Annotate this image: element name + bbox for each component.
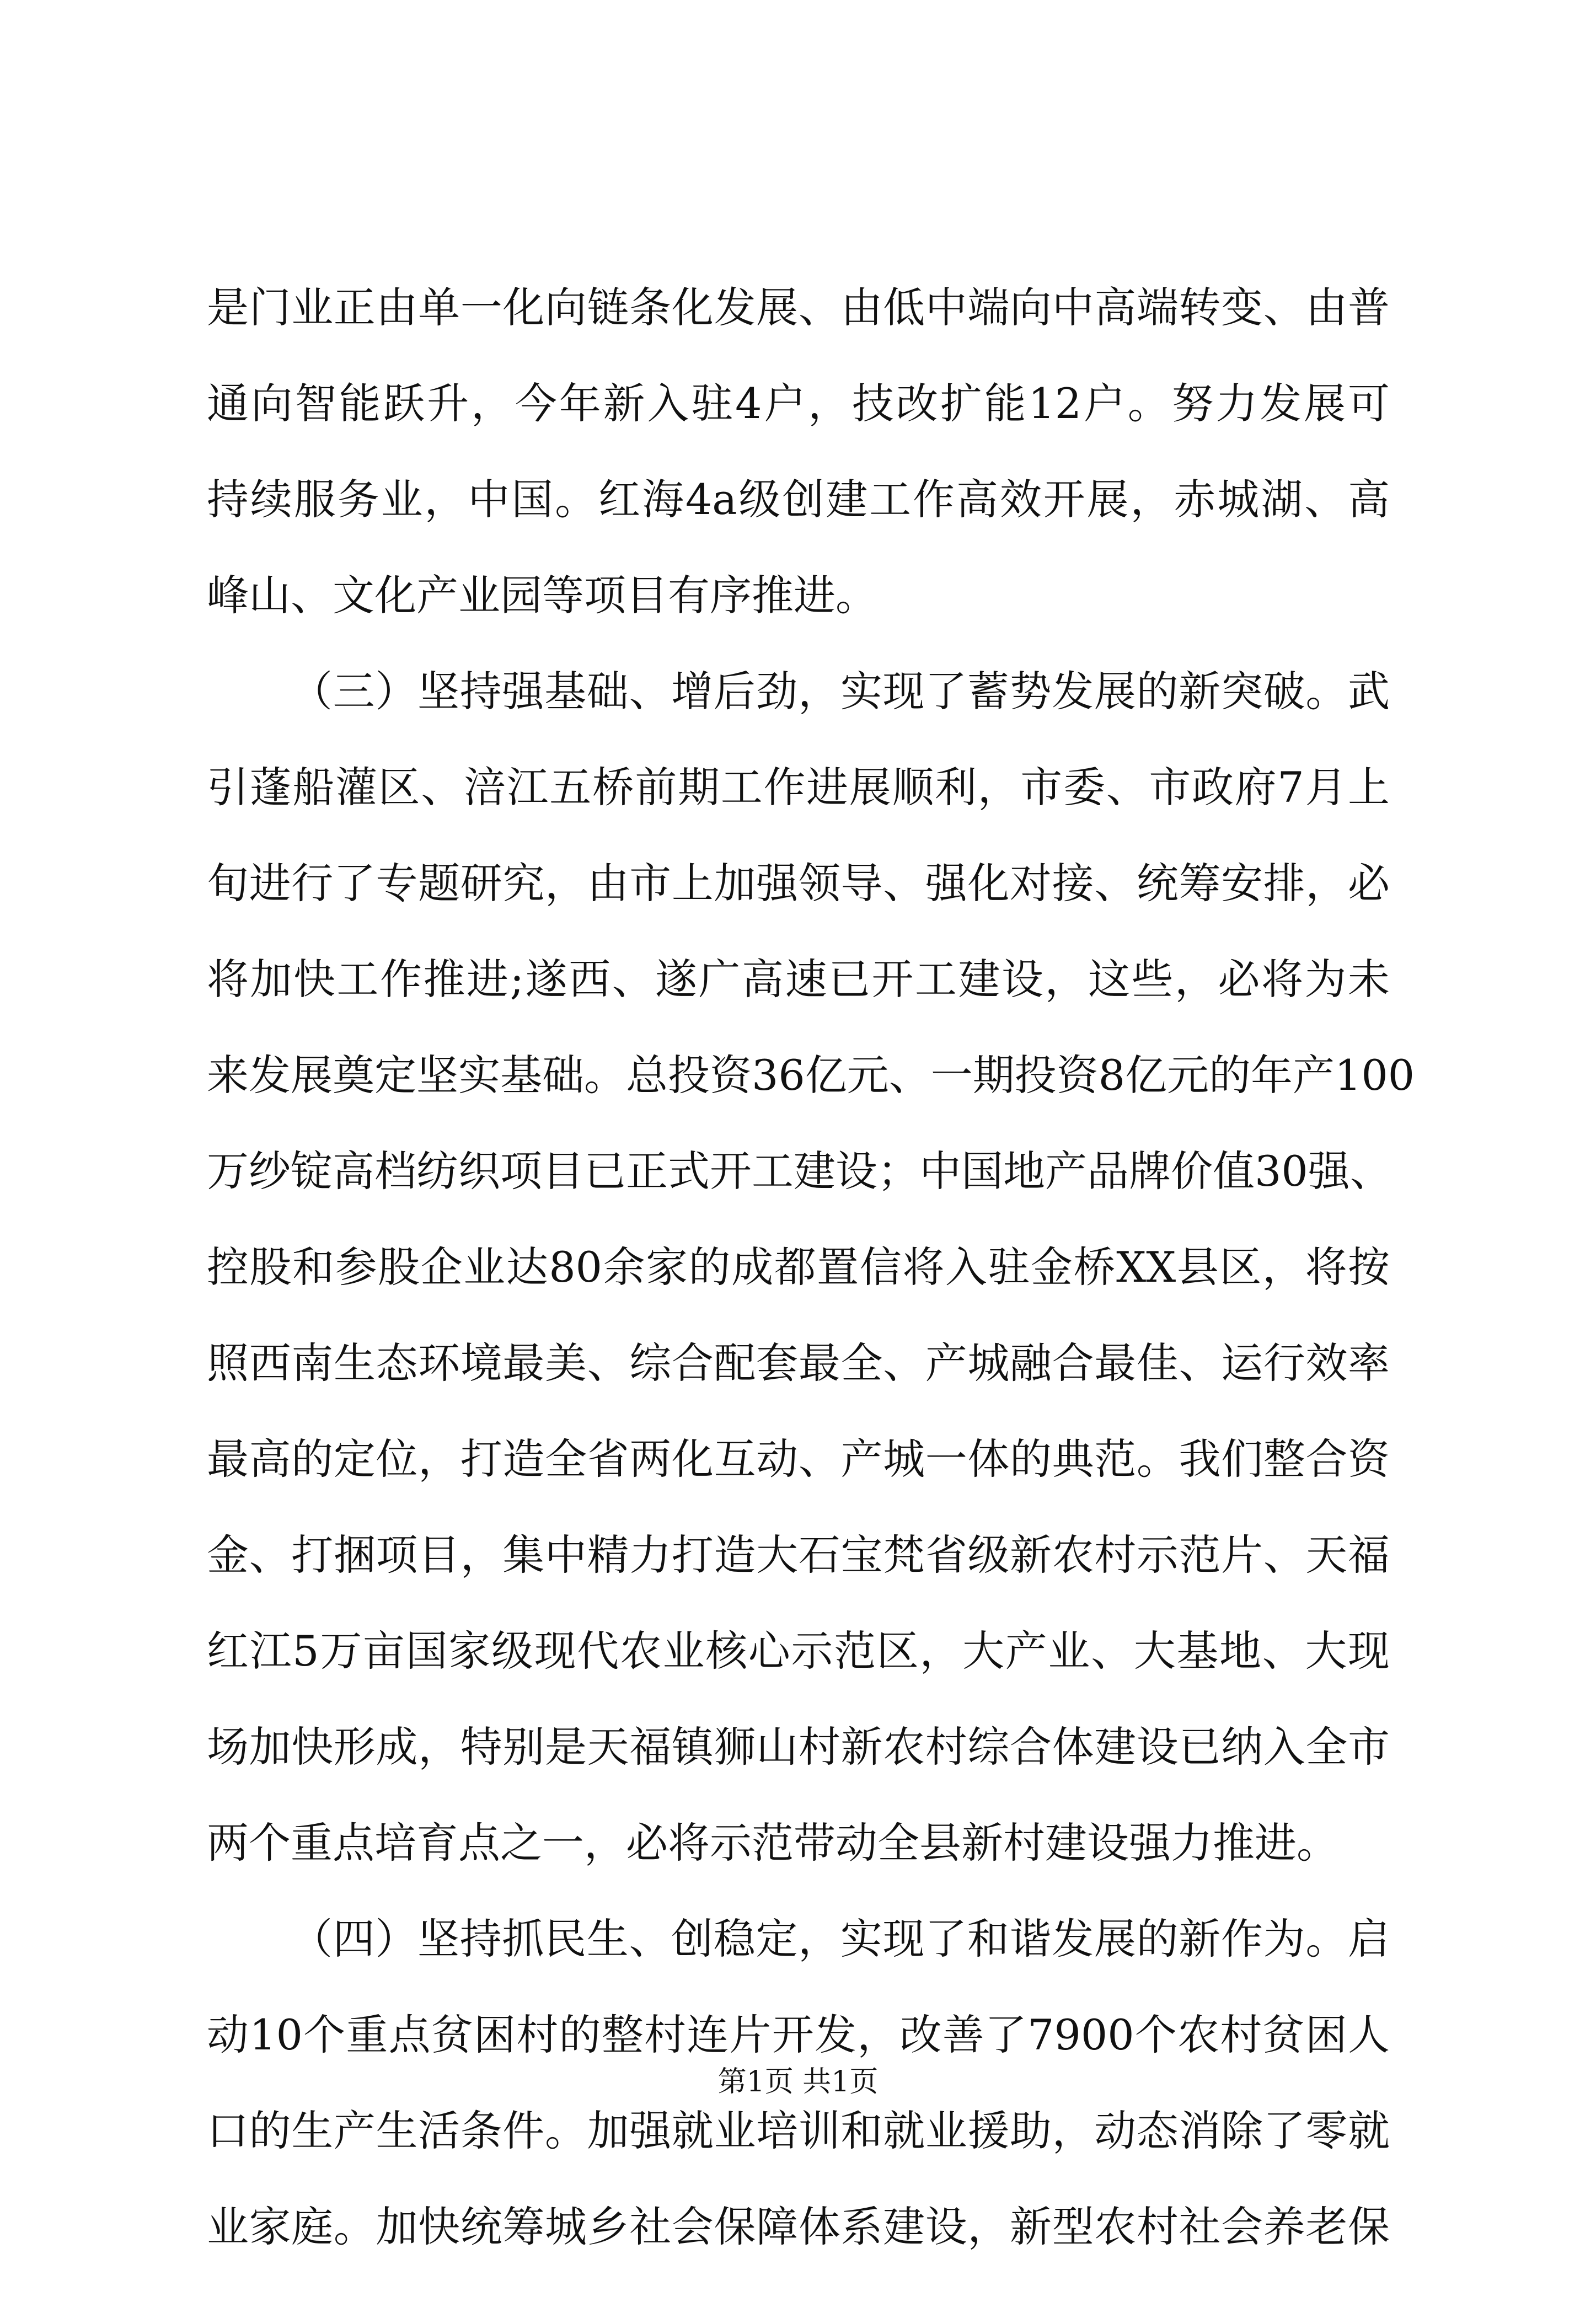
page-footer: 第1页 共1页	[717, 2065, 879, 2098]
text-line-19: 动10个重点贫困村的整村连片开发，改善了7900个农村贫困人	[207, 2010, 1390, 2059]
paragraph-4-start: （四）坚持抓民生、创稳定，实现了和谐发展的新作为。启	[291, 1914, 1390, 1963]
text-line-16: 场加快形成，特别是天福镇狮山村新农村综合体建设已纳入全市	[207, 1722, 1390, 1771]
text-line-14: 金、打捆项目，集中精力打造大石宝梵省级新农村示范片、天福	[207, 1530, 1390, 1580]
text-line-17: 两个重点培育点之一，必将示范带动全县新村建设强力推进。	[207, 1818, 1338, 1867]
text-line-12: 照西南生态环境最美、综合配套最全、产城融合最佳、运行效率	[207, 1339, 1390, 1388]
text-line-3: 持续服务业，中国。红海4a级创建工作高效开展，赤城湖、高	[207, 475, 1390, 524]
text-line-15: 红江5万亩国家级现代农业核心示范区，大产业、大基地、大现	[207, 1626, 1390, 1675]
text-line-9: 来发展奠定坚实基础。总投资36亿元、一期投资8亿元的年产100	[207, 1051, 1415, 1100]
text-line-7: 旬进行了专题研究，由市上加强领导、强化对接、统筹安排，必	[207, 859, 1390, 908]
text-line-2: 通向智能跃升，今年新入驻4户，技改扩能12户。努力发展可	[207, 379, 1390, 428]
paragraph-3-start: （三）坚持强基础、增后劲，实现了蓄势发展的新突破。武	[291, 667, 1390, 716]
text-line-11: 控股和参股企业达80余家的成都置信将入驻金桥XX县区，将按	[207, 1243, 1390, 1292]
document-body	[207, 283, 1415, 2302]
text-line-4: 峰山、文化产业园等项目有序推进。	[207, 571, 877, 620]
text-line-21: 业家庭。加快统筹城乡社会保障体系建设，新型农村社会养老保	[207, 2202, 1390, 2251]
text-line-8: 将加快工作推进;遂西、遂广高速已开工建设，这些，必将为未	[207, 955, 1390, 1004]
text-line-20: 口的生产生活条件。加强就业培训和就业援助，动态消除了零就	[207, 2106, 1390, 2155]
text-line-6: 引蓬船灌区、涪江五桥前期工作进展顺利，市委、市政府7月上	[207, 763, 1390, 812]
text-line-10: 万纱锭高档纺织项目已正式开工建设；中国地产品牌价值30强、	[207, 1147, 1392, 1196]
text-line-1: 是门业正由单一化向链条化发展、由低中端向中高端转变、由普	[207, 283, 1390, 332]
text-line-13: 最高的定位，打造全省两化互动、产城一体的典范。我们整合资	[207, 1434, 1390, 1484]
